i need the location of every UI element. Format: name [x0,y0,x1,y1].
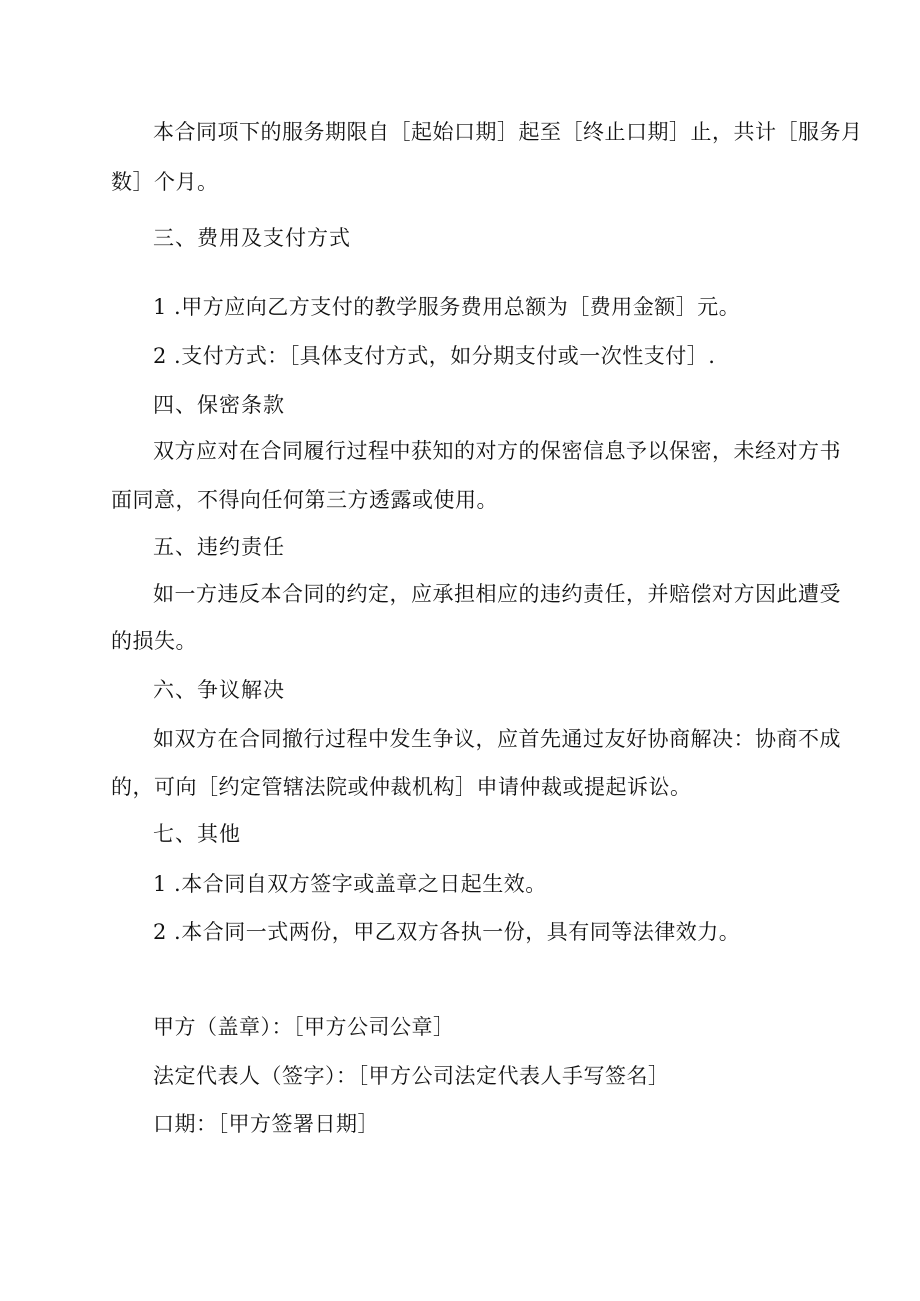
section-7-item-1: 1 .本合同自双方签字或盖章之日起生效。 [153,872,547,896]
section-6-line-1: 如双方在合同撤行过程中发生争议，应首先通过友好协商解决：协商不成 [153,727,841,751]
section-7-heading: 七、其他 [153,822,241,846]
legal-representative-line: 法定代表人（签字）：［甲方公司法定代表人手写签名］ [153,1064,670,1088]
section-5-line-2: 的损失。 [111,629,197,653]
section-6-heading: 六、争议解决 [153,678,285,702]
section-5-heading: 五、违约责任 [153,535,285,559]
section-3-item-2: 2 .支付方式：［具体支付方式，如分期支付或一次性支付］. [153,344,716,368]
section-4-line-1: 双方应对在合同履行过程中获知的对方的保密信息予以保密，未经对方书 [153,439,841,463]
section-6-line-2: 的，可向［约定管辖法院或仲裁机构］申请仲裁或提起诉讼。 [111,775,692,799]
section-4-heading: 四、保密条款 [153,393,285,417]
section-5-line-1: 如一方违反本合同的约定，应承担相应的违约责任，并赔偿对方因此遭受 [153,582,841,606]
section-7-item-2: 2 .本合同一式两份，甲乙双方各执一份，具有同等法律效力。 [153,920,741,944]
section-3-heading: 三、费用及支付方式 [153,226,351,250]
signing-date-line: 口期：［甲方签署日期］ [153,1112,379,1136]
section-3-item-1: 1 .甲方应向乙方支付的教学服务费用总额为［费用金额］元。 [153,295,741,319]
party-a-seal-line: 甲方（盖章）：［甲方公司公章］ [153,1015,455,1039]
service-period-line-1: 本合同项下的服务期限自［起始口期］起至［终止口期］止，共计［服务月 [153,120,863,144]
section-4-line-2: 面同意，不得向任何第三方透露或使用。 [111,488,498,512]
service-period-line-2: 数］个月。 [111,170,219,194]
